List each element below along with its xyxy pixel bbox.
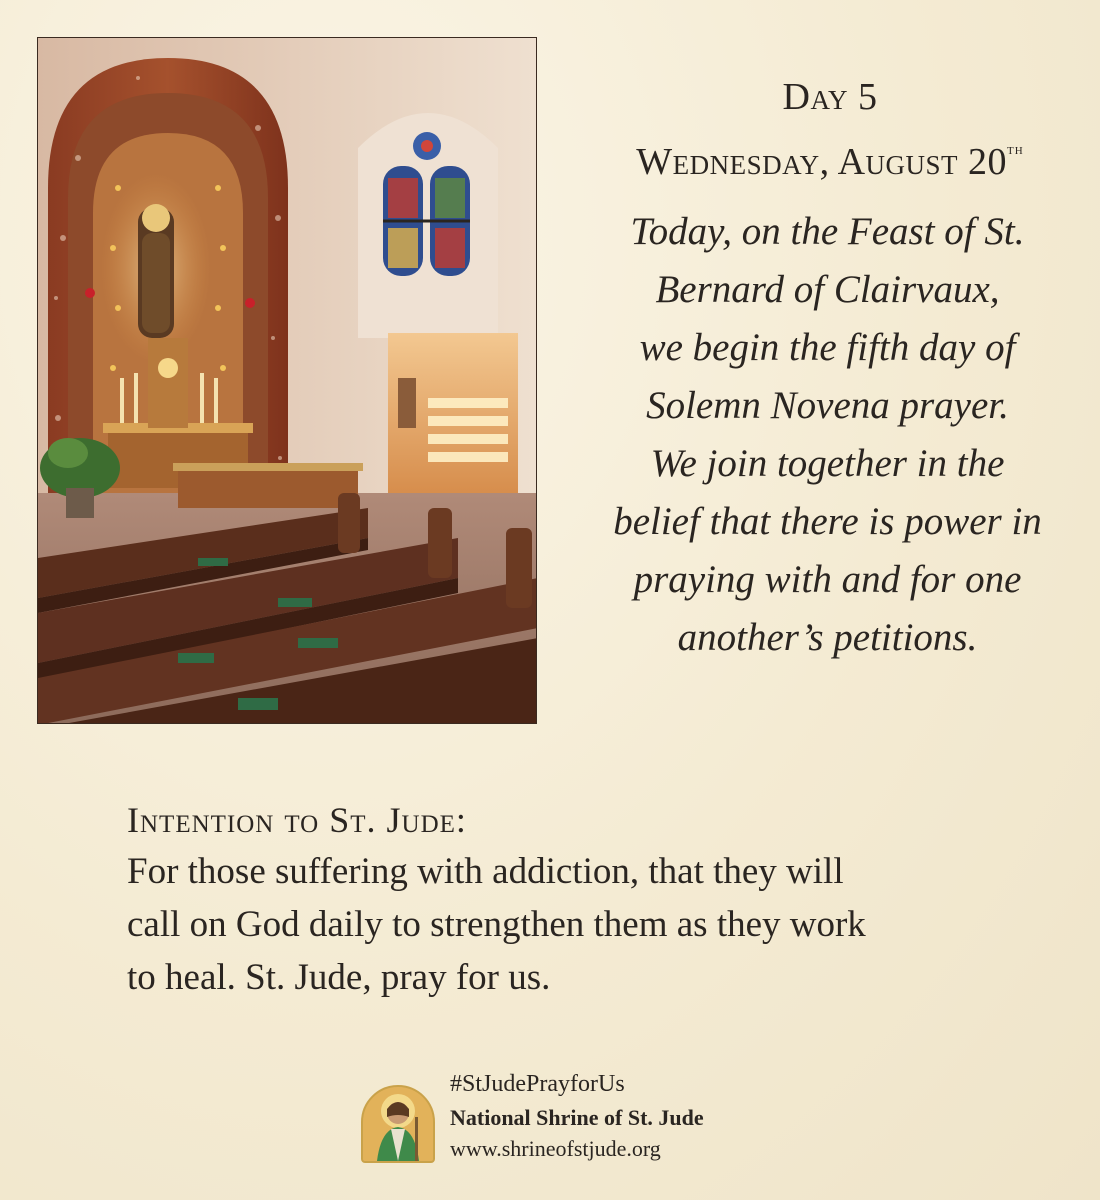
feast-message xyxy=(575,203,1080,667)
footer-organization-name: National Shrine of St. Jude xyxy=(450,1105,704,1130)
intention-heading: Intention to St. Jude: xyxy=(127,800,467,840)
message-line: We join together in the xyxy=(650,442,1005,485)
intention-line: call on God daily to strengthen them as they work xyxy=(127,904,866,945)
footer-website-link[interactable]: www.shrineofstjude.org xyxy=(450,1136,661,1161)
intention-line: to heal. St. Jude, pray for us. xyxy=(127,957,551,998)
message-line: another’s petitions. xyxy=(677,616,978,659)
message-line: Bernard of Clairvaux, xyxy=(655,268,1000,311)
date-text: Wednesday, August 20 xyxy=(636,141,1008,183)
chapel-interior-illustration xyxy=(38,38,537,724)
message-line: Solemn Novena prayer. xyxy=(646,384,1009,427)
intention-text xyxy=(127,845,1007,1004)
day-heading: Day 5 xyxy=(782,76,878,118)
shrine-chapel-photo xyxy=(37,37,537,724)
message-line: praying with and for one xyxy=(633,558,1022,601)
saint-jude-portrait-icon xyxy=(361,1085,435,1163)
intention-line: For those suffering with addiction, that they will xyxy=(127,851,844,892)
footer-hashtag: #StJudePrayforUs xyxy=(450,1071,625,1097)
date-heading xyxy=(560,125,1100,187)
date-ordinal-suffix: th xyxy=(1007,142,1024,158)
message-line: belief that there is power in xyxy=(613,500,1042,543)
message-line: we begin the fifth day of xyxy=(639,326,1016,369)
message-line: Today, on the Feast of St. xyxy=(630,210,1025,253)
